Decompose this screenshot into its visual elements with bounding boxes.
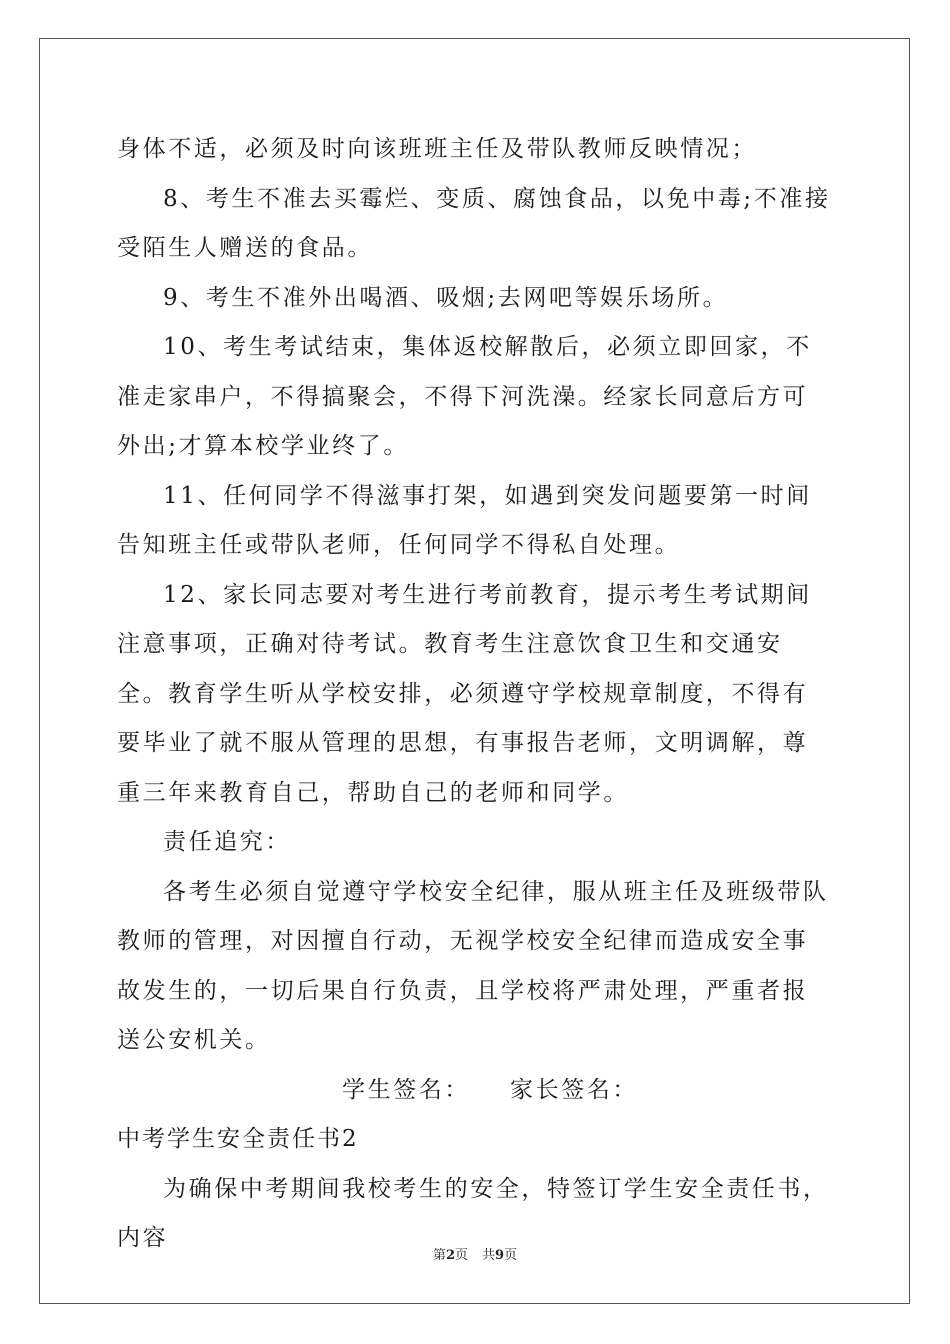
- paragraph-item-9: 9、考生不准外出喝酒、吸烟;去网吧等娱乐场所。: [163, 284, 729, 311]
- total-suffix: 页: [504, 1248, 518, 1263]
- page-prefix: 第: [432, 1248, 446, 1263]
- page-suffix: 页: [454, 1248, 468, 1263]
- page-footer: [0, 1244, 950, 1263]
- paragraph-continuation: 身体不适，必须及时向该班班主任及带队教师反映情况；: [117, 136, 757, 162]
- page-number: 2: [445, 1248, 455, 1263]
- document-body: [117, 125, 833, 1264]
- total-prefix: 共: [482, 1248, 496, 1263]
- total-pages: 9: [495, 1248, 505, 1263]
- paragraph-item-11: 11、任何同学不得滋事打架，如遇到突发问题要第一时间告知班主任或带队老师，任何同学不得私自处理。: [117, 482, 812, 558]
- section-heading-liability: 责任追究：: [163, 829, 291, 855]
- paragraph-item-8: 8、考生不准去买霉烂、变质、腐蚀食品，以免中毒;不准接受陌生人赠送的食品。: [117, 185, 831, 261]
- paragraph-item-12: 12、家长同志要对考生进行考前教育，提示考生考试期间注意事项，正确对待考试。教育考生注意饮食卫生和交通安全。教育学生听从学校安排，必须遵守学校规章制度，不得有要毕业了就不服从管理的思想，有事报告老师，文明调解，尊重三年来教育自己，帮助自己的老师和同学。: [117, 581, 812, 806]
- paragraph-intro: 为确保中考期间我校考生的安全，特签订学生安全责任书，内容: [117, 1175, 829, 1251]
- parent-signature-label: 家长签名：: [510, 1076, 638, 1103]
- paragraph-item-10: 10、考生考试结束，集体返校解散后，必须立即回家，不准走家串户，不得搞聚会，不得下河洗澡。经家长同意后方可外出;才算本校学业终了。: [117, 334, 812, 459]
- signature-line: [117, 1066, 833, 1116]
- document-heading: 中考学生安全责任书2: [117, 1126, 359, 1152]
- paragraph-liability: 各考生必须自觉遵守学校安全纪律，服从班主任及班级带队教师的管理，对因擅自行动，无视学校安全纪律而造成安全事故发生的，一切后果自行负责，且学校将严肃处理，严重者报送公安机关。: [117, 878, 829, 1053]
- student-signature-label: 学生签名：: [342, 1076, 470, 1103]
